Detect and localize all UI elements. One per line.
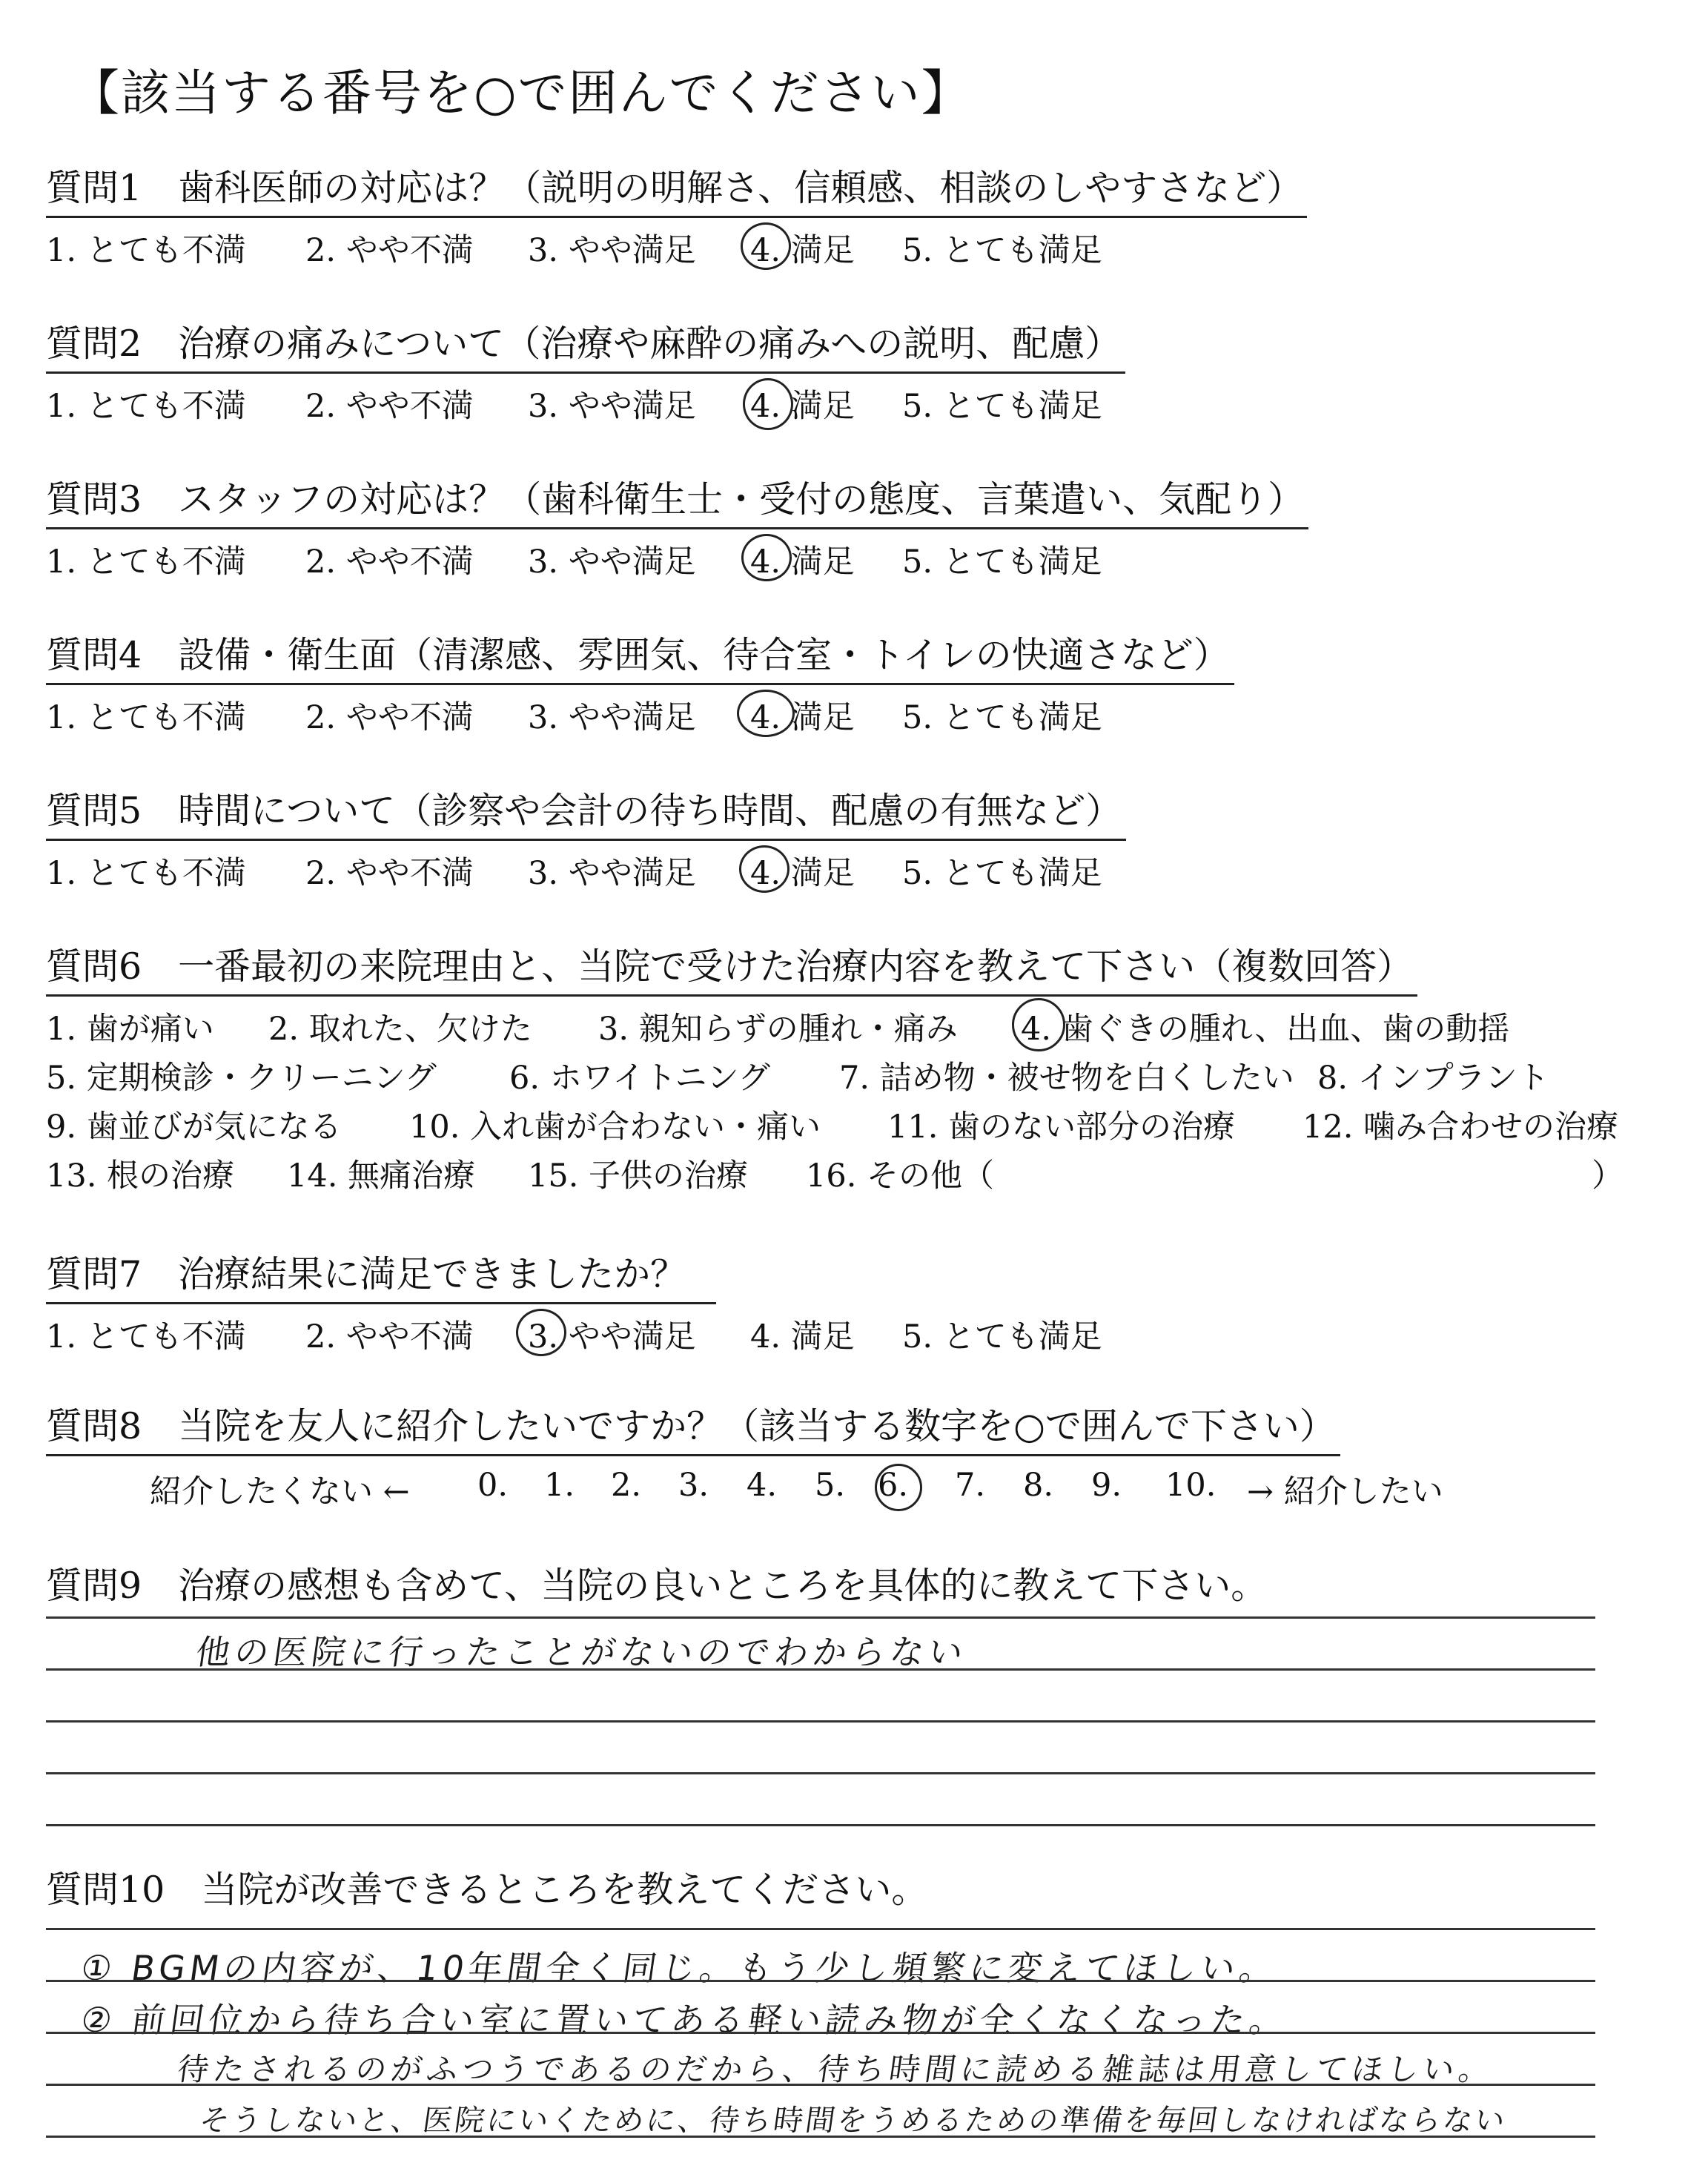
recommend-scale (46, 1467, 1443, 1511)
option-3[interactable]: 3. やや満足 (528, 855, 696, 892)
option-5[interactable]: 5. とても満足 (902, 388, 1102, 425)
question-6-title: 質問6 一番最初の来院理由と、当院で受けた治療内容を教えて下さい（複数回答） (46, 938, 1417, 997)
question-1-title: 質問1 歯科医師の対応は？（説明の明解さ、信頼感、相談のしやすさなど） (46, 159, 1307, 218)
scale-9[interactable]: 9. (1091, 1467, 1122, 1504)
selection-circle (516, 1309, 566, 1356)
answer-line (46, 1720, 1595, 1723)
option-5[interactable]: 5. とても満足 (902, 1318, 1102, 1355)
option-5[interactable]: 5. とても満足 (902, 232, 1102, 269)
option-4[interactable]: 4. 満足 (750, 1318, 855, 1355)
answer-line (46, 2136, 1595, 2138)
option-3[interactable]: 3. やや満足 (528, 388, 696, 425)
selection-circle (741, 222, 791, 270)
question-7-title: 質問7 治療結果に満足できましたか？ (46, 1246, 716, 1304)
answer-line (46, 2032, 1595, 2034)
option-14[interactable]: 14. 無痛治療 (287, 1157, 476, 1195)
option-5[interactable]: 5. とても満足 (902, 855, 1102, 892)
scale-7[interactable]: 7. (955, 1467, 986, 1504)
option-2[interactable]: 2. やや不満 (305, 855, 474, 892)
other-close-paren: ） (1592, 1157, 1623, 1195)
option-3[interactable]: 3. やや満足 (528, 1318, 696, 1355)
option-2[interactable]: 2. 取れた、欠けた (268, 1011, 532, 1048)
option-2[interactable]: 2. やや不満 (305, 388, 474, 425)
q9-answer-text[interactable]: 他の医院に行ったことがないのでわからない (193, 1632, 970, 1672)
option-4[interactable]: 4. 満足 (750, 388, 855, 425)
question-4-options (46, 693, 1234, 737)
question-5-options (46, 848, 1126, 893)
question-2-title: 質問2 治療の痛みについて（治療や麻酔の痛みへの説明、配慮） (46, 315, 1125, 374)
option-4[interactable]: 4. 満足 (750, 232, 855, 269)
option-5[interactable]: 5. とても満足 (902, 699, 1102, 736)
question-6 (46, 938, 1623, 1200)
selection-circle (743, 378, 793, 430)
q10-answer-line-2[interactable]: ② 前回位から待ち合い室に置いてある軽い読み物が全くなくなった。 (78, 2000, 1291, 2040)
option-9[interactable]: 9. 歯並びが気になる (46, 1109, 342, 1146)
scale-3[interactable]: 3. (678, 1467, 709, 1504)
question-9-title: 質問9 治療の感想も含めて、当院の良いところを具体的に教えて下さい。 (46, 1565, 1268, 1607)
option-2[interactable]: 2. やや不満 (305, 544, 474, 581)
option-12[interactable]: 12. 噛み合わせの治療 (1302, 1109, 1619, 1146)
selection-circle (737, 690, 795, 737)
answer-line (46, 1772, 1595, 1774)
question-6-options (46, 1004, 1623, 1200)
option-15[interactable]: 15. 子供の治療 (528, 1157, 749, 1195)
answer-line (46, 1824, 1595, 1826)
scale-4[interactable]: 4. (747, 1467, 778, 1504)
selection-circle (741, 534, 792, 581)
question-3 (46, 471, 1308, 581)
option-13[interactable]: 13. 根の治療 (46, 1157, 235, 1195)
question-3-title: 質問3 スタッフの対応は？（歯科衛生士・受付の態度、言葉遣い、気配り） (46, 471, 1308, 529)
option-7[interactable]: 7. 詰め物・被せ物を白くしたい (839, 1060, 1294, 1097)
option-2[interactable]: 2. やや不満 (305, 232, 474, 269)
scale-2[interactable]: 2. (611, 1467, 642, 1504)
option-3[interactable]: 3. やや満足 (528, 699, 696, 736)
selection-circle (1012, 998, 1065, 1051)
instruction-heading: 【該当する番号を○で囲んでください】 (70, 65, 972, 122)
q10-answer-line-4[interactable]: そうしないと、医院にいくために、待ち時間をうめるための準備を毎回しなければならない (197, 2104, 1509, 2138)
option-5[interactable]: 5. 定期検診・クリーニング (46, 1060, 437, 1097)
option-1[interactable]: 1. とても不満 (46, 232, 246, 269)
selection-circle (875, 1464, 922, 1511)
question-8-title: 質問8 当院を友人に紹介したいですか？（該当する数字を○で囲んで下さい） (46, 1398, 1340, 1456)
question-7-options (46, 1312, 1102, 1356)
option-4[interactable]: 4. 満足 (750, 699, 855, 736)
option-2[interactable]: 2. やや不満 (305, 1318, 474, 1355)
scale-10[interactable]: 10. (1165, 1467, 1217, 1504)
scale-left-label: 紹介したくない ← (150, 1473, 410, 1510)
option-5[interactable]: 5. とても満足 (902, 544, 1102, 581)
question-5-title: 質問5 時間について（診察や会計の待ち時間、配慮の有無など） (46, 782, 1126, 841)
question-4-title: 質問4 設備・衛生面（清潔感、雰囲気、待合室・トイレの快適さなど） (46, 627, 1234, 685)
option-10[interactable]: 10. 入れ歯が合わない・痛い (409, 1109, 821, 1146)
question-9 (46, 1557, 1267, 1609)
question-1 (46, 159, 1307, 270)
question-1-options (46, 225, 1307, 270)
scale-right-label: → 紹介したい (1247, 1473, 1443, 1510)
answer-line (46, 1668, 1595, 1671)
option-4[interactable]: 4. 満足 (750, 855, 855, 892)
question-7 (46, 1246, 1102, 1356)
scale-1[interactable]: 1. (544, 1467, 575, 1504)
option-11[interactable]: 11. 歯のない部分の治療 (887, 1109, 1236, 1146)
scale-0[interactable]: 0. (477, 1467, 509, 1504)
answer-line (46, 2084, 1595, 2086)
selection-circle (739, 845, 790, 893)
q10-answer-line-3[interactable]: 待たされるのがふつうであるのだから、待ち時間に読める雑誌は用意してほしい。 (175, 2051, 1497, 2087)
option-2[interactable]: 2. やや不満 (305, 699, 474, 736)
question-4 (46, 627, 1234, 737)
question-2-options (46, 381, 1125, 426)
scale-8[interactable]: 8. (1023, 1467, 1054, 1504)
option-1[interactable]: 1. とても不満 (46, 855, 246, 892)
option-3[interactable]: 3. やや満足 (528, 544, 696, 581)
q10-answer-line-1[interactable]: ① BGMの内容が、10年間全く同じ。もう少し頻繁に変えてほしい。 (78, 1948, 1281, 1988)
option-row-4 (46, 1151, 1623, 1200)
question-10 (46, 1861, 927, 1913)
answer-line (46, 1616, 1595, 1619)
scale-6[interactable]: 6. (878, 1467, 909, 1504)
option-8[interactable]: 8. インプラント (1317, 1060, 1549, 1097)
option-1[interactable]: 1. 歯が痛い (46, 1011, 214, 1048)
option-1[interactable]: 1. とても不満 (46, 699, 246, 736)
question-10-title: 質問10 当院が改善できるところを教えてください。 (46, 1869, 928, 1911)
option-3[interactable]: 3. 親知らずの腫れ・痛み (598, 1011, 958, 1048)
question-2 (46, 315, 1125, 426)
option-6[interactable]: 6. ホワイトニング (509, 1060, 770, 1097)
question-3-options (46, 537, 1308, 581)
option-row-2 (46, 1053, 1549, 1102)
option-3[interactable]: 3. やや満足 (528, 232, 696, 269)
scale-5[interactable]: 5. (815, 1467, 846, 1504)
option-16[interactable]: 16. その他（ (806, 1157, 995, 1195)
option-1[interactable]: 1. とても不満 (46, 1318, 246, 1355)
option-1[interactable]: 1. とても不満 (46, 388, 246, 425)
question-8 (46, 1398, 1443, 1511)
option-1[interactable]: 1. とても不満 (46, 544, 246, 581)
option-row-3 (46, 1102, 1619, 1151)
answer-line (46, 1928, 1595, 1930)
question-5 (46, 782, 1126, 893)
answer-line (46, 1980, 1595, 1982)
option-4[interactable]: 4. 歯ぐきの腫れ、出血、歯の動揺 (1021, 1011, 1510, 1048)
option-4[interactable]: 4. 満足 (750, 544, 855, 581)
option-row-1 (46, 1004, 1510, 1053)
